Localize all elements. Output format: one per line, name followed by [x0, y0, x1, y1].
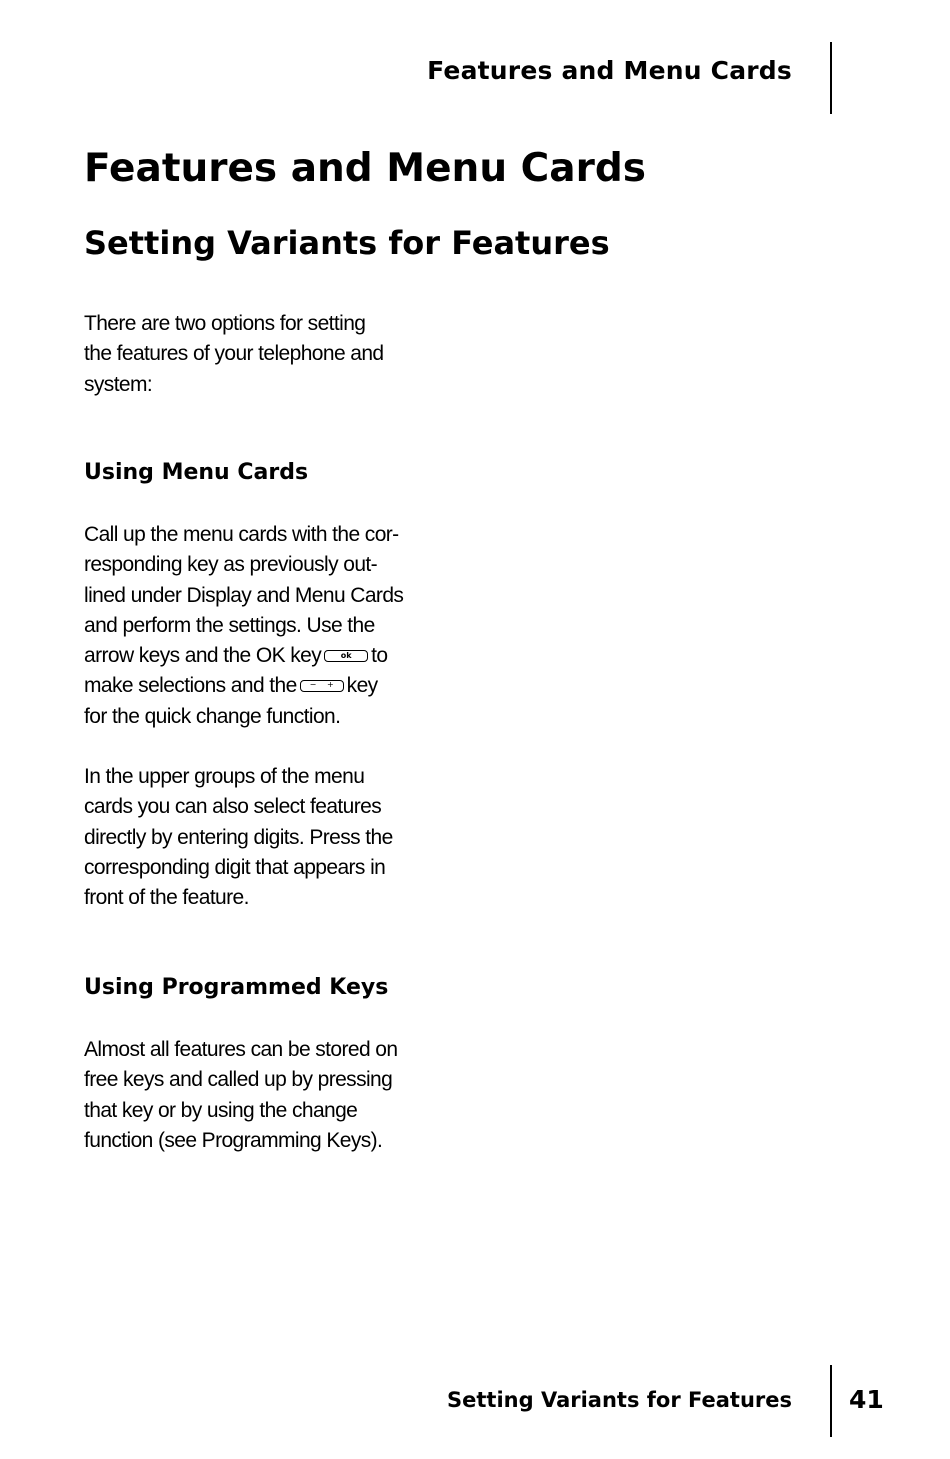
line-text: key: [346, 674, 378, 698]
page-number: 41: [849, 1385, 884, 1414]
page-title: Features and Menu Cards: [84, 146, 646, 191]
programmed-keys-paragraph: [84, 1035, 414, 1156]
digits-line: corresponding digit that appears in: [84, 855, 386, 879]
footer-section-title: Setting Variants for Features: [447, 1388, 792, 1412]
menu-cards-line: [84, 671, 414, 701]
minus-symbol: −: [309, 679, 317, 689]
programmed-keys-line: function (see Programming Keys).: [84, 1128, 383, 1152]
menu-cards-line: for the quick change function.: [84, 704, 341, 728]
menu-cards-line: lined under Display and Menu Cards: [84, 583, 404, 607]
menu-cards-line: responding key as previously out-: [84, 553, 378, 577]
menu-cards-line: and perform the settings. Use the: [84, 613, 375, 637]
intro-line: the features of your telephone and: [84, 342, 384, 366]
header-rule: [830, 42, 832, 114]
menu-cards-paragraph: [84, 520, 414, 732]
menu-cards-line: [84, 641, 414, 671]
programmed-keys-line: that key or by using the change: [84, 1098, 358, 1122]
digits-line: cards you can also select features: [84, 795, 382, 819]
digits-line: directly by entering digits. Press the: [84, 825, 393, 849]
intro-line: system:: [84, 372, 153, 396]
section-title: Setting Variants for Features: [84, 224, 610, 262]
line-text: to: [371, 644, 388, 668]
plus-symbol: +: [326, 679, 334, 689]
menu-cards-heading: Using Menu Cards: [84, 460, 309, 485]
programmed-keys-line: Almost all features can be stored on: [84, 1038, 398, 1061]
menu-cards-line: Call up the menu cards with the cor-: [84, 523, 399, 546]
programmed-keys-line: free keys and called up by pressing: [84, 1068, 393, 1092]
digits-line: In the upper groups of the menu: [84, 765, 365, 788]
menu-digits-paragraph: [84, 762, 414, 913]
line-text: arrow keys and the OK key: [84, 644, 322, 668]
intro-paragraph: [84, 309, 414, 400]
ok-key-icon: ok: [324, 650, 368, 662]
minus-plus-key-icon: [300, 680, 344, 692]
digits-line: front of the feature.: [84, 886, 249, 910]
footer-rule: [830, 1365, 832, 1437]
programmed-keys-heading: Using Programmed Keys: [84, 975, 389, 1000]
line-text: make selections and the: [84, 674, 297, 698]
intro-line: There are two options for setting: [84, 312, 366, 335]
running-header: Features and Menu Cards: [427, 56, 792, 85]
